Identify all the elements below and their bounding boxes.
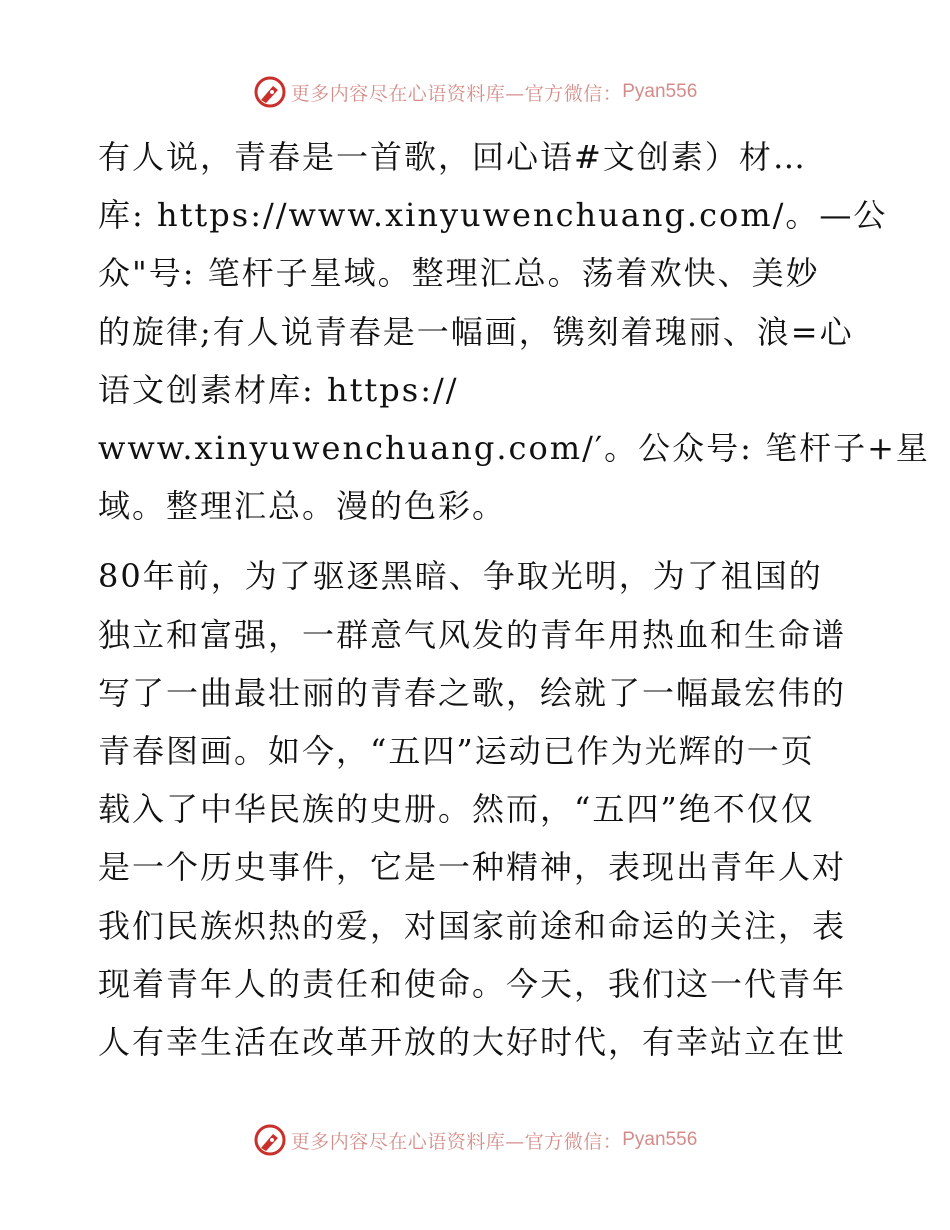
paragraph (98, 547, 858, 1071)
text-line: 的旋律;有人说青春是一幅画，镌刻着瑰丽、浪=心 (98, 312, 854, 351)
paragraph (98, 128, 930, 535)
text-line: 库: https://www.xinyuwenchuang.com/。—公 (98, 196, 888, 235)
footer-banner-text: 更多内容尽在心语资料库—官方微信： (290, 1130, 623, 1153)
text-line: 青春图画。如今，“五四”运动已作为光辉的一页 (98, 732, 815, 771)
text-line: 现着青年人的责任和使命。今天，我们这一代青年 (98, 964, 847, 1003)
text-line: www.xinyuwenchuang.com/′。公众号: 笔杆子+星 (98, 429, 930, 468)
footer-banner (0, 1120, 950, 1160)
text-line: 独立和富强，一群意气风发的青年用热血和生命谱 (98, 615, 847, 654)
text-line: 人有幸生活在改革开放的大好时代，有幸站立在世 (98, 1023, 847, 1062)
pen-nib-icon (253, 1123, 287, 1157)
header-banner (0, 72, 950, 112)
document-body (98, 128, 930, 1071)
header-wechat-handle: Pyan556 (622, 81, 698, 102)
text-line: 80年前，为了驱逐黑暗、争取光明，为了祖国的 (98, 557, 823, 596)
text-line: 我们民族炽热的爱，对国家前途和命运的关注，表 (98, 906, 847, 945)
text-line: 载入了中华民族的史册。然而，“五四”绝不仅仅 (98, 790, 815, 829)
text-line: 众"号: 笔杆子星域。整理汇总。荡着欢快、美妙 (98, 254, 820, 293)
text-line: 语文创素材库: https:// (98, 370, 459, 409)
footer-wechat-handle: Pyan556 (622, 1129, 698, 1150)
text-line: 有人说，青春是一首歌，回心语#文创素）材… (98, 138, 807, 176)
text-line: 写了一曲最壮丽的青春之歌，绘就了一幅最宏伟的 (98, 673, 847, 712)
pen-nib-icon (253, 75, 287, 109)
text-line: 域。整理汇总。漫的色彩。 (98, 487, 507, 526)
header-banner-text: 更多内容尽在心语资料库—官方微信： (290, 82, 623, 105)
text-line: 是一个历史事件，它是一种精神，表现出青年人对 (98, 848, 847, 887)
